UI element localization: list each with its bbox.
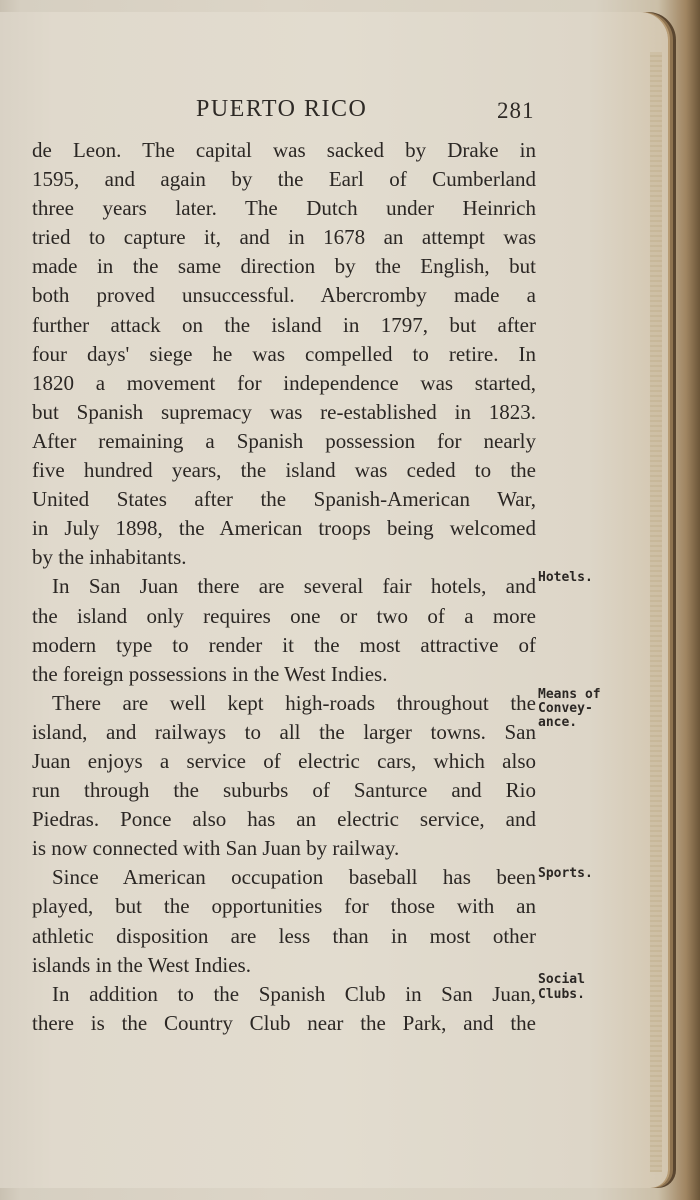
sidenote-means-of-conveyance: ance. [538, 715, 578, 730]
book-page [0, 12, 668, 1188]
text-line: tried to capture it, and in 1678 an attempt was [32, 225, 536, 250]
text-line: modern type to render it the most attractive of [32, 632, 536, 657]
text-line: United States after the Spanish-American War, [32, 487, 536, 512]
text-line: Since American occupation baseball has been [52, 865, 536, 890]
text-line: but Spanish supremacy was re-established in 1823. [32, 399, 536, 424]
text-line: four days' siege he was compelled to retire. In [32, 341, 536, 366]
sidenote-means-of-conveyance: Convey- [538, 701, 593, 716]
page-edge [650, 52, 662, 1172]
text-line: run through the suburbs of Santurce and Rio [32, 778, 536, 803]
text-line: three years later. The Dutch under Heinrich [32, 196, 536, 221]
sidenote-sports: Sports. [538, 866, 593, 881]
text-line: athletic disposition are less than in most other [32, 923, 536, 948]
text-line: further attack on the island in 1797, but after [32, 312, 536, 337]
text-line: made in the same direction by the English, but [32, 254, 536, 279]
text-line: In addition to the Spanish Club in San Juan, [52, 981, 536, 1006]
text-line: There are well kept high-roads throughout the [52, 690, 536, 715]
text-line: is now connected with San Juan by railway. [32, 836, 400, 861]
sidenote-hotels: Hotels. [538, 570, 593, 585]
text-line: After remaining a Spanish possession for nearly [32, 428, 536, 453]
text-line: the island only requires one or two of a more [32, 603, 536, 628]
text-line: in July 1898, the American troops being welcomed [32, 516, 536, 541]
sidenote-social-clubs: Clubs. [538, 987, 585, 1002]
page-number: 281 [497, 98, 535, 123]
text-line: 1595, and again by the Earl of Cumberland [32, 167, 536, 192]
text-line: by the inhabitants. [32, 545, 187, 570]
text-line: In San Juan there are several fair hotels, and [52, 574, 536, 599]
body-text [32, 136, 536, 1038]
text-line: de Leon. The capital was sacked by Drake in [32, 138, 536, 162]
text-line: Piedras. Ponce also has an electric service, and [32, 807, 536, 832]
sidenote-social-clubs: Social [538, 972, 585, 987]
text-line: five hundred years, the island was ceded to the [32, 458, 536, 483]
text-line: island, and railways to all the larger towns. San [32, 719, 536, 744]
text-line: 1820 a movement for independence was started, [32, 370, 536, 395]
text-line: played, but the opportunities for those with an [32, 894, 536, 919]
text-line: both proved unsuccessful. Abercromby made a [32, 283, 536, 308]
sidenote-means-of-conveyance: Means of [538, 687, 601, 702]
text-line: islands in the West Indies. [32, 952, 251, 977]
text-line: Juan enjoys a service of electric cars, which also [32, 748, 536, 773]
text-line: there is the Country Club near the Park, and the [32, 1010, 536, 1035]
running-title: PUERTO RICO [196, 96, 368, 122]
text-line: the foreign possessions in the West Indies. [32, 661, 388, 686]
